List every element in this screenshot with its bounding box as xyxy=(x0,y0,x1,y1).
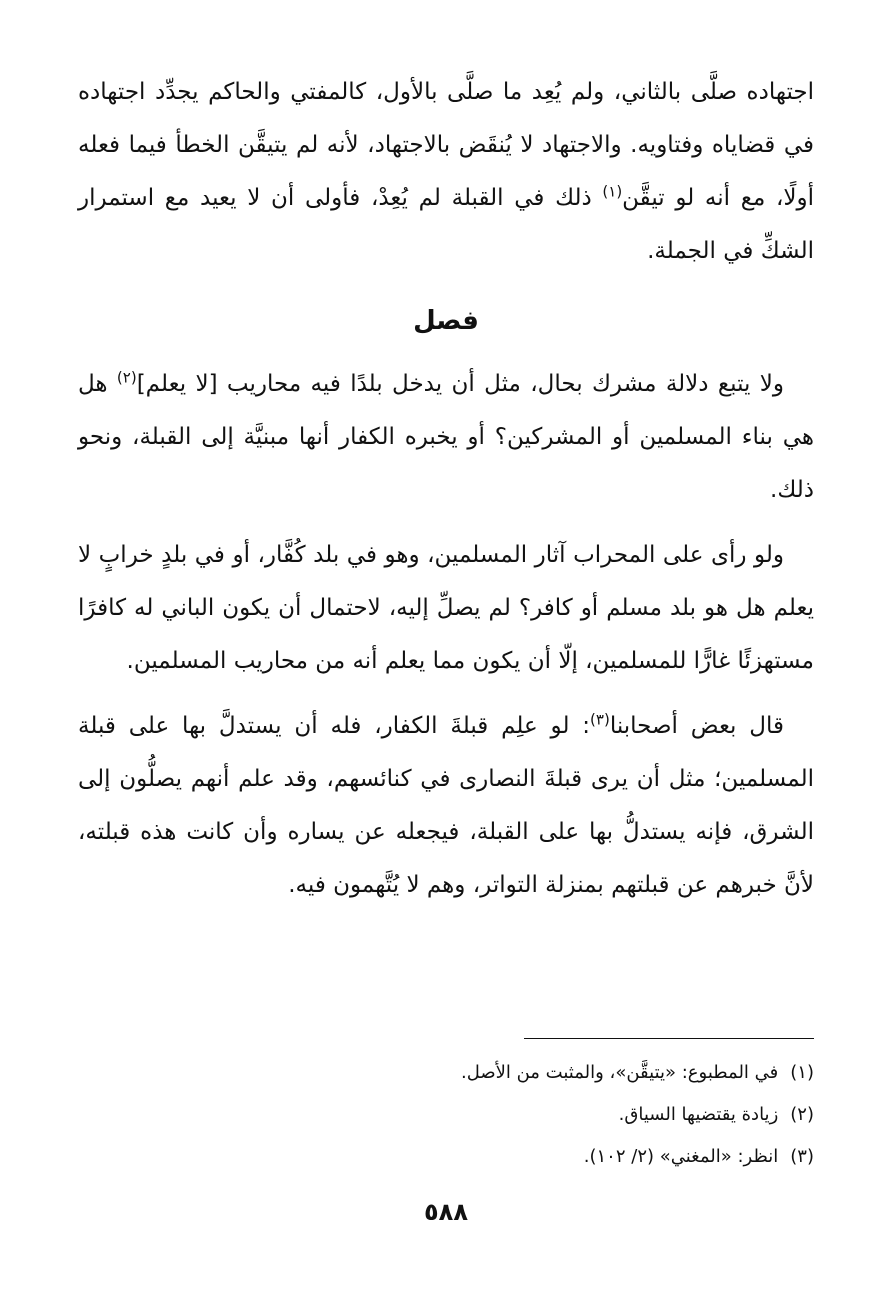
footnote-text: زيادة يقتضيها السياق. xyxy=(618,1104,779,1125)
footnote-divider xyxy=(524,1038,814,1039)
footnote-text: في المطبوع: «يتيقَّن»، والمثبت من الأصل. xyxy=(460,1062,779,1083)
footnote-text: انظر: «المغني» (٢/ ١٠٢). xyxy=(583,1146,779,1167)
footnotes xyxy=(78,1052,814,1178)
paragraph-4-text-a: قال بعض أصحابنا xyxy=(609,713,785,739)
paragraph-4-text-b: : لو علِم قبلةَ الكفار، فله أن يستدلَّ بها على قبلة المسلمين؛ مثل أن يرى قبلةَ النصارى في كنائسهم، وقد علم أنهم يصلُّون إلى الشرق، فإنه يستدلُّ بها على القبلة، فيجعله عن يساره وأن كانت هذه قبلته، لأنَّ خبرهم عن قبلتهم بمنزلة التواتر، وهم لا يُتَّهمون فيه. xyxy=(78,713,814,898)
page-number: ٥٨٨ xyxy=(424,1198,468,1226)
paragraph-2 xyxy=(78,358,814,517)
section-title: فصل xyxy=(413,306,479,336)
footnote-ref-3: (٣) xyxy=(590,710,610,729)
footnote-2 xyxy=(78,1094,814,1136)
paragraph-gap xyxy=(78,517,814,529)
footnote-number: (١) xyxy=(790,1062,814,1083)
footnote-number: (٢) xyxy=(790,1104,814,1125)
paragraph-gap xyxy=(78,688,814,700)
paragraph-4 xyxy=(78,700,814,912)
paragraph-2-text-a: ولا يتبع دلالة مشرك بحال، مثل أن يدخل بلدًا فيه محاريب [لا يعلم] xyxy=(136,371,784,397)
paragraph-1 xyxy=(78,66,814,278)
footnote-3 xyxy=(78,1136,814,1178)
footnote-1 xyxy=(78,1052,814,1094)
paragraph-1-tail: ذلك في القبلة لم يُعِدْ، فأولى أن لا يعيد مع استمرار الشكِّ في الجملة. xyxy=(78,185,814,264)
footnote-ref-2: (٢) xyxy=(116,368,137,387)
footnote-ref-1: (١) xyxy=(602,182,623,201)
paragraph-2-text-b: هل هي بناء المسلمين أو المشركين؟ أو يخبره الكفار أنها مبنيَّة إلى القبلة، ونحو ذلك. xyxy=(78,371,814,503)
paragraph-3: ولو رأى على المحراب آثار المسلمين، وهو في بلد كُفَّار، أو في بلدٍ خرابٍ لا يعلم هل هو بلد مسلم أو كافر؟ لم يصلِّ إليه، لاحتمال أن يكون الباني له كافرًا مستهزئًا غارًّا للمسلمين، إلّا أن يكون مما يعلم أنه من محاريب المسلمين. xyxy=(78,542,814,674)
footnote-number: (٣) xyxy=(790,1146,814,1167)
paragraph-1-text: اجتهاده صلَّى بالثاني، ولم يُعِد ما صلَّى بالأول، كالمفتي والحاكم يجدِّد اجتهاده في قضاياه وفتاويه. والاجتهاد لا يُنقَض بالاجتهاد، لأنه لم يتيقَّن الخطأ فيما فعله أولًا، مع أنه لو تيقَّن xyxy=(78,79,814,211)
